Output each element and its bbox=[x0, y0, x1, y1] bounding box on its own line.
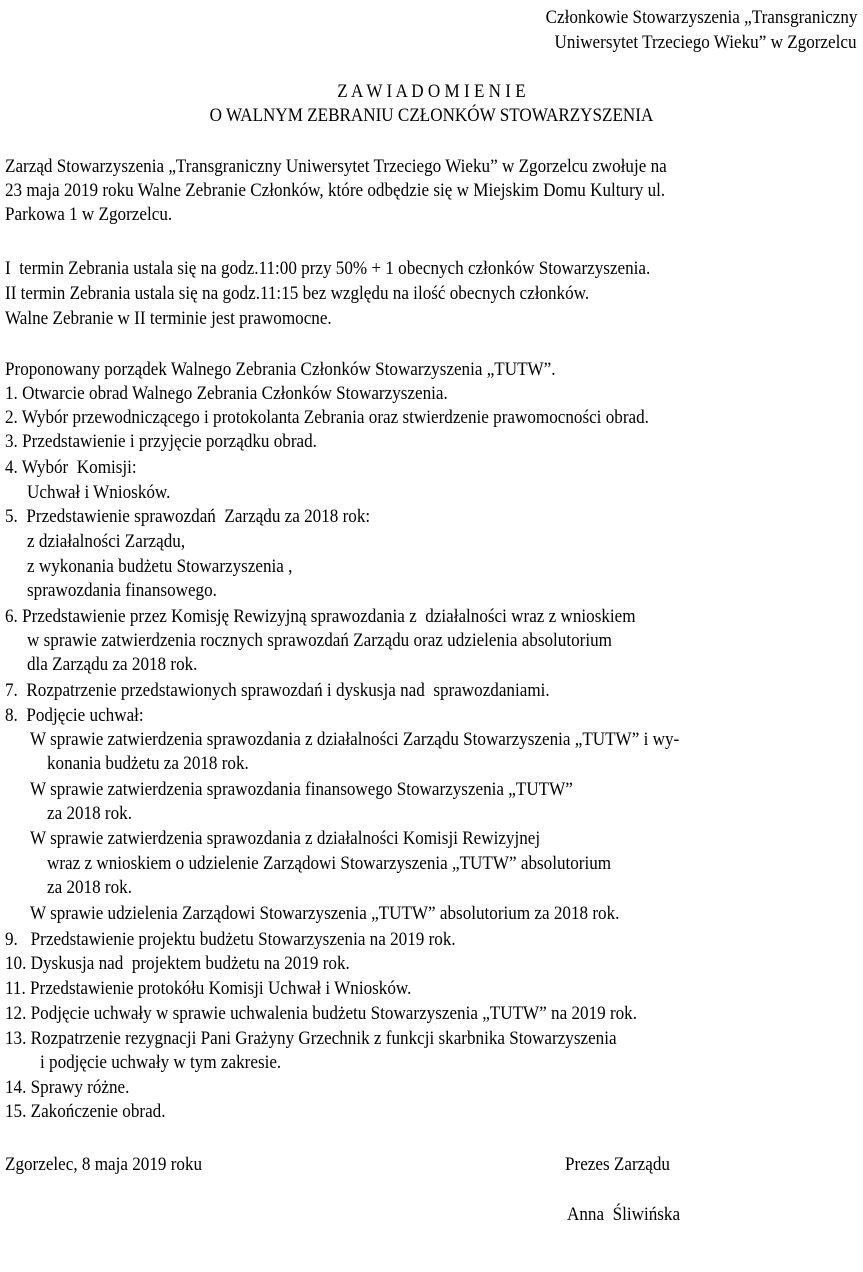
agenda-item-continued: dla Zarządu za 2018 rok. bbox=[27, 654, 198, 675]
agenda-item: 1. Otwarcie obrad Walnego Zebrania Członków Stowarzyszenia. bbox=[5, 383, 448, 404]
place-and-date: Zgorzelec, 8 maja 2019 roku bbox=[5, 1154, 203, 1175]
resolution-item: W sprawie zatwierdzenia sprawozdania finansowego Stowarzyszenia „TUTW” bbox=[30, 779, 573, 800]
intro-line-3: Parkowa 1 w Zgorzelcu. bbox=[5, 204, 173, 225]
agenda-subitem: sprawozdania finansowego. bbox=[27, 580, 217, 601]
intro-line-1: Zarząd Stowarzyszenia „Transgraniczny Uniwersytet Trzeciego Wieku” w Zgorzelcu zwołuje na bbox=[5, 156, 667, 177]
agenda-subitem: Uchwał i Wniosków. bbox=[27, 482, 171, 503]
agenda-item-continued: w sprawie zatwierdzenia rocznych sprawozdań Zarządu oraz udzielenia absolutorium bbox=[27, 630, 612, 651]
agenda-item: 15. Zakończenie obrad. bbox=[5, 1101, 166, 1122]
agenda-item: 12. Podjęcie uchwały w sprawie uchwalenia budżetu Stowarzyszenia „TUTW” na 2019 rok. bbox=[5, 1003, 638, 1024]
agenda-item: 7. Rozpatrzenie przedstawionych sprawozdań i dyskusja nad sprawozdaniami. bbox=[5, 680, 550, 701]
document-subtitle: O WALNYM ZEBRANIU CZŁONKÓW STOWARZYSZENIA bbox=[209, 105, 654, 126]
resolution-item-continued: wraz z wnioskiem o udzielenie Zarządowi Stowarzyszenia „TUTW” absolutorium bbox=[47, 853, 612, 874]
agenda-item: 3. Przedstawienie i przyjęcie porządku obrad. bbox=[5, 431, 317, 452]
resolution-item: W sprawie zatwierdzenia sprawozdania z działalności Komisji Rewizyjnej bbox=[30, 828, 541, 849]
intro-line-2: 23 maja 2019 roku Walne Zebranie Członków, które odbędzie się w Miejskim Domu Kultury ul. bbox=[5, 180, 666, 201]
addressee-line-2: Uniwersytet Trzeciego Wieku” w Zgorzelcu bbox=[555, 32, 857, 53]
signatory-title: Prezes Zarządu bbox=[565, 1154, 670, 1175]
agenda-item: 14. Sprawy różne. bbox=[5, 1077, 130, 1098]
agenda-subitem: z działalności Zarządu, bbox=[27, 531, 186, 552]
resolution-item: W sprawie zatwierdzenia sprawozdania z działalności Zarządu Stowarzyszenia „TUTW” i wy- bbox=[30, 729, 680, 750]
agenda-item: 2. Wybór przewodniczącego i protokolanta Zebrania oraz stwierdzenie prawomocności obrad. bbox=[5, 407, 649, 428]
agenda-item: 11. Przedstawienie protokółu Komisji Uchwał i Wniosków. bbox=[5, 978, 412, 999]
agenda-item: 13. Rozpatrzenie rezygnacji Pani Grażyny Grzechnik z funkcji skarbnika Stowarzyszenia bbox=[5, 1028, 617, 1049]
resolution-item: W sprawie udzielenia Zarządowi Stowarzyszenia „TUTW” absolutorium za 2018 rok. bbox=[30, 903, 620, 924]
resolution-item-continued: za 2018 rok. bbox=[47, 877, 133, 898]
resolution-item-continued: za 2018 rok. bbox=[47, 803, 133, 824]
agenda-heading: Proponowany porządek Walnego Zebrania Członków Stowarzyszenia „TUTW”. bbox=[5, 359, 556, 380]
term-second: II termin Zebrania ustala się na godz.11:15 bez względu na ilość obecnych członków. bbox=[5, 283, 590, 304]
term-first: I termin Zebrania ustala się na godz.11:00 przy 50% + 1 obecnych członków Stowarzyszenia. bbox=[5, 258, 651, 279]
agenda-item-continued: i podjęcie uchwały w tym zakresie. bbox=[40, 1052, 282, 1073]
agenda-item: 5. Przedstawienie sprawozdań Zarządu za 2018 rok: bbox=[5, 506, 371, 527]
agenda-item: 4. Wybór Komisji: bbox=[5, 457, 137, 478]
agenda-item: 8. Podjęcie uchwał: bbox=[5, 705, 144, 726]
term-validity: Walne Zebranie w II terminie jest prawomocne. bbox=[5, 308, 332, 329]
agenda-item: 6. Przedstawienie przez Komisję Rewizyjną sprawozdania z działalności wraz z wnioskiem bbox=[5, 606, 636, 627]
agenda-subitem: z wykonania budżetu Stowarzyszenia , bbox=[27, 556, 293, 577]
agenda-item: 9. Przedstawienie projektu budżetu Stowarzyszenia na 2019 rok. bbox=[5, 929, 456, 950]
document-title: Z A W I A D O M I E N I E bbox=[337, 81, 526, 102]
agenda-item: 10. Dyskusja nad projektem budżetu na 2019 rok. bbox=[5, 953, 350, 974]
resolution-item-continued: konania budżetu za 2018 rok. bbox=[47, 753, 249, 774]
signatory-name: Anna Śliwińska bbox=[567, 1204, 681, 1225]
addressee-line-1: Członkowie Stowarzyszenia „Transgraniczny bbox=[545, 7, 857, 28]
